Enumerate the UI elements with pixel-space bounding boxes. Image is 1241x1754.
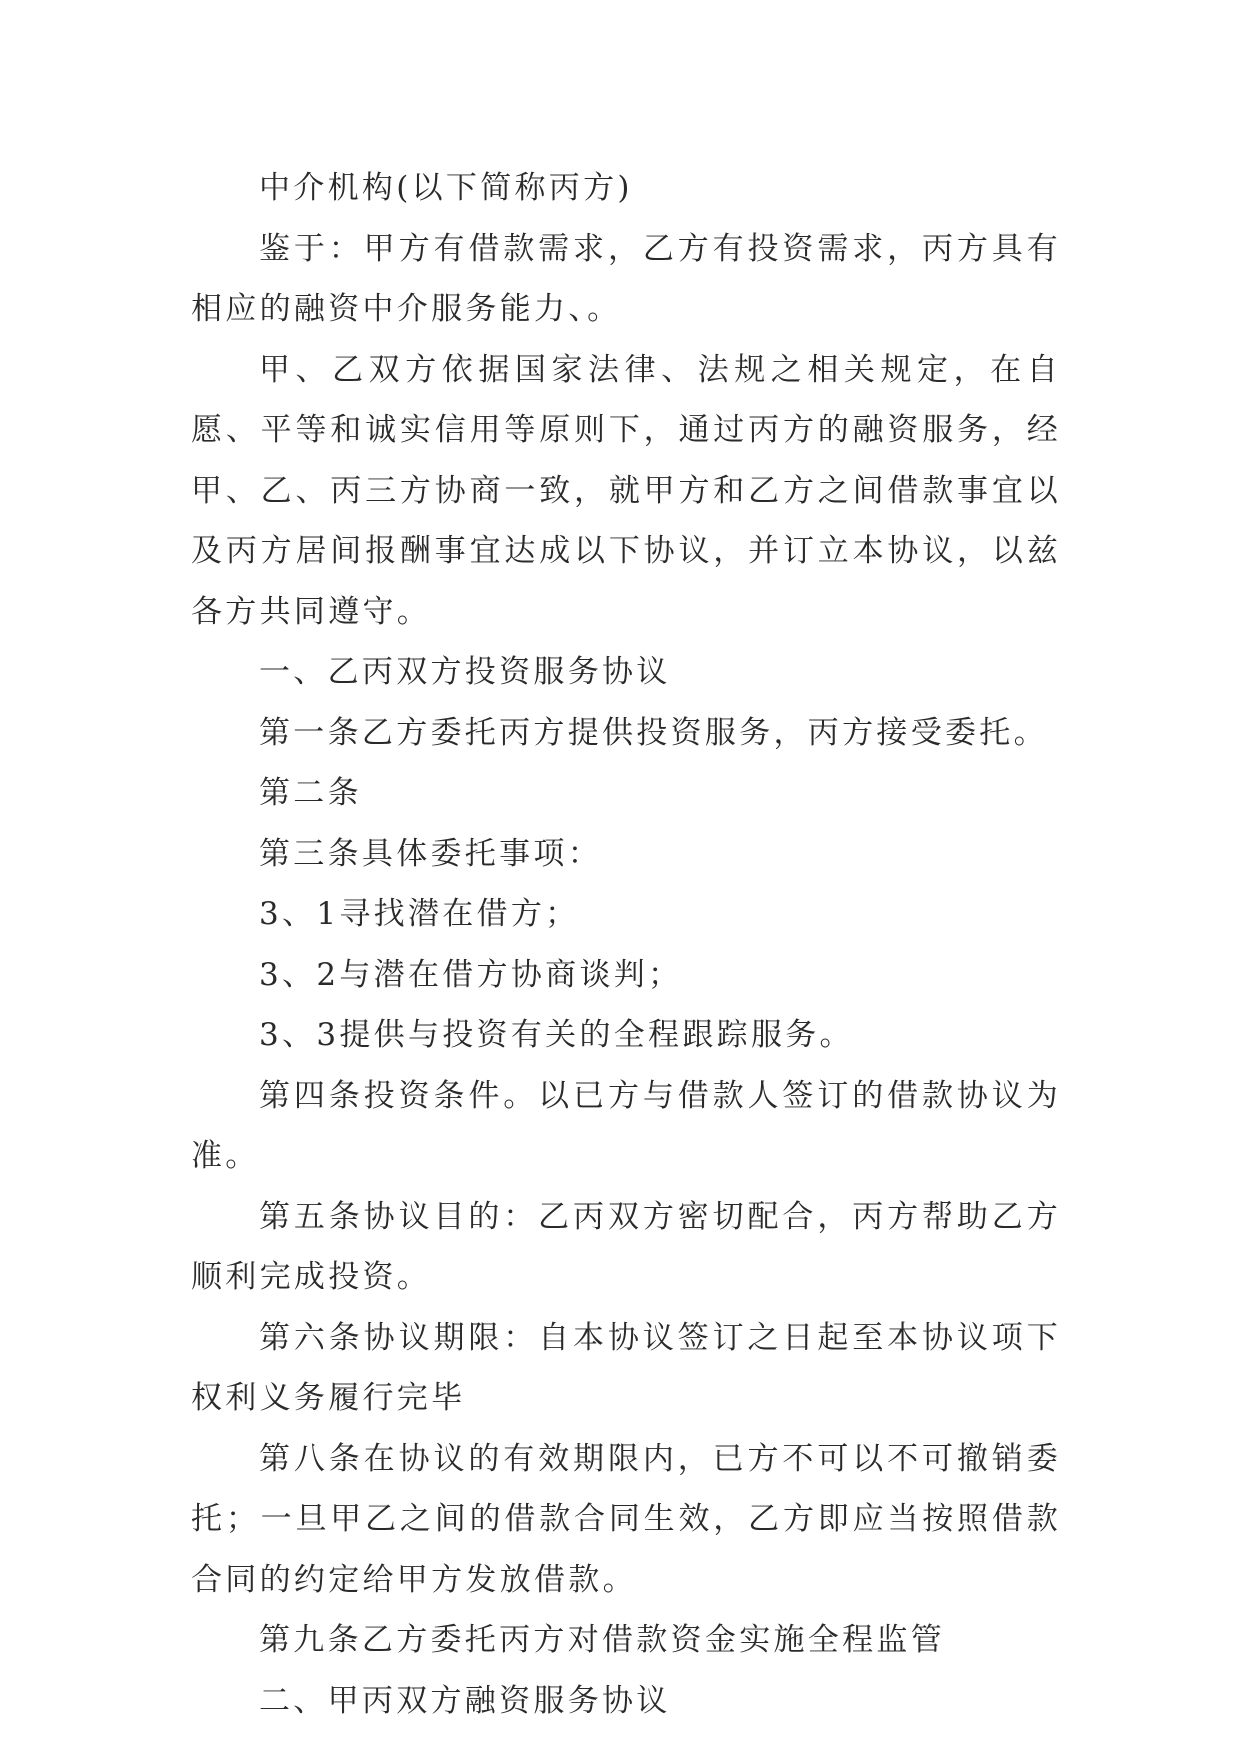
paragraph-preamble: 甲、乙双方依据国家法律、法规之相关规定，在自愿、平等和诚实信用等原则下，通过丙方的融资服务，经甲、乙、丙三方协商一致，就甲方和乙方之间借款事宜以及丙方居间报酬事宜达成以下协议，并订立本协议，以兹各方共同遵守。	[191, 351, 1061, 630]
article-3: 第三条具体委托事项：	[259, 835, 602, 872]
article-2: 第二条	[259, 775, 362, 811]
article-9: 第九条乙方委托丙方对借款资金实施全程监管	[259, 1622, 945, 1658]
article-8: 第八条在协议的有效期限内，已方不可以不可撤销委托；一旦甲乙之间的借款合同生效，乙方即应当按照借款合同的约定给甲方发放借款。	[191, 1440, 1061, 1598]
document-body	[191, 158, 1061, 1731]
article-1: 第一条乙方委托丙方提供投资服务，丙方接受委托。	[259, 714, 1048, 751]
paragraph-whereas: 鉴于：甲方有借款需求，乙方有投资需求，丙方具有相应的融资中介服务能力、。	[191, 230, 1061, 327]
clause-3-2: 3、2与潜在借方协商谈判；	[259, 956, 683, 993]
section-heading-1: 一、乙丙双方投资服务协议	[259, 654, 671, 690]
clause-3-1: 3、1寻找潜在借方；	[259, 896, 580, 932]
section-heading-2: 二、甲丙双方融资服务协议	[259, 1682, 671, 1719]
article-5: 第五条协议目的：乙丙双方密切配合，丙方帮助乙方顺利完成投资。	[191, 1198, 1061, 1295]
article-6: 第六条协议期限：自本协议签订之日起至本协议项下权利义务履行完毕	[191, 1319, 1061, 1416]
paragraph-intermediary: 中介机构(以下简称丙方)	[259, 170, 633, 206]
clause-3-3: 3、3提供与投资有关的全程跟踪服务。	[259, 1017, 854, 1053]
article-4: 第四条投资条件。以已方与借款人签订的借款协议为准。	[191, 1077, 1061, 1174]
